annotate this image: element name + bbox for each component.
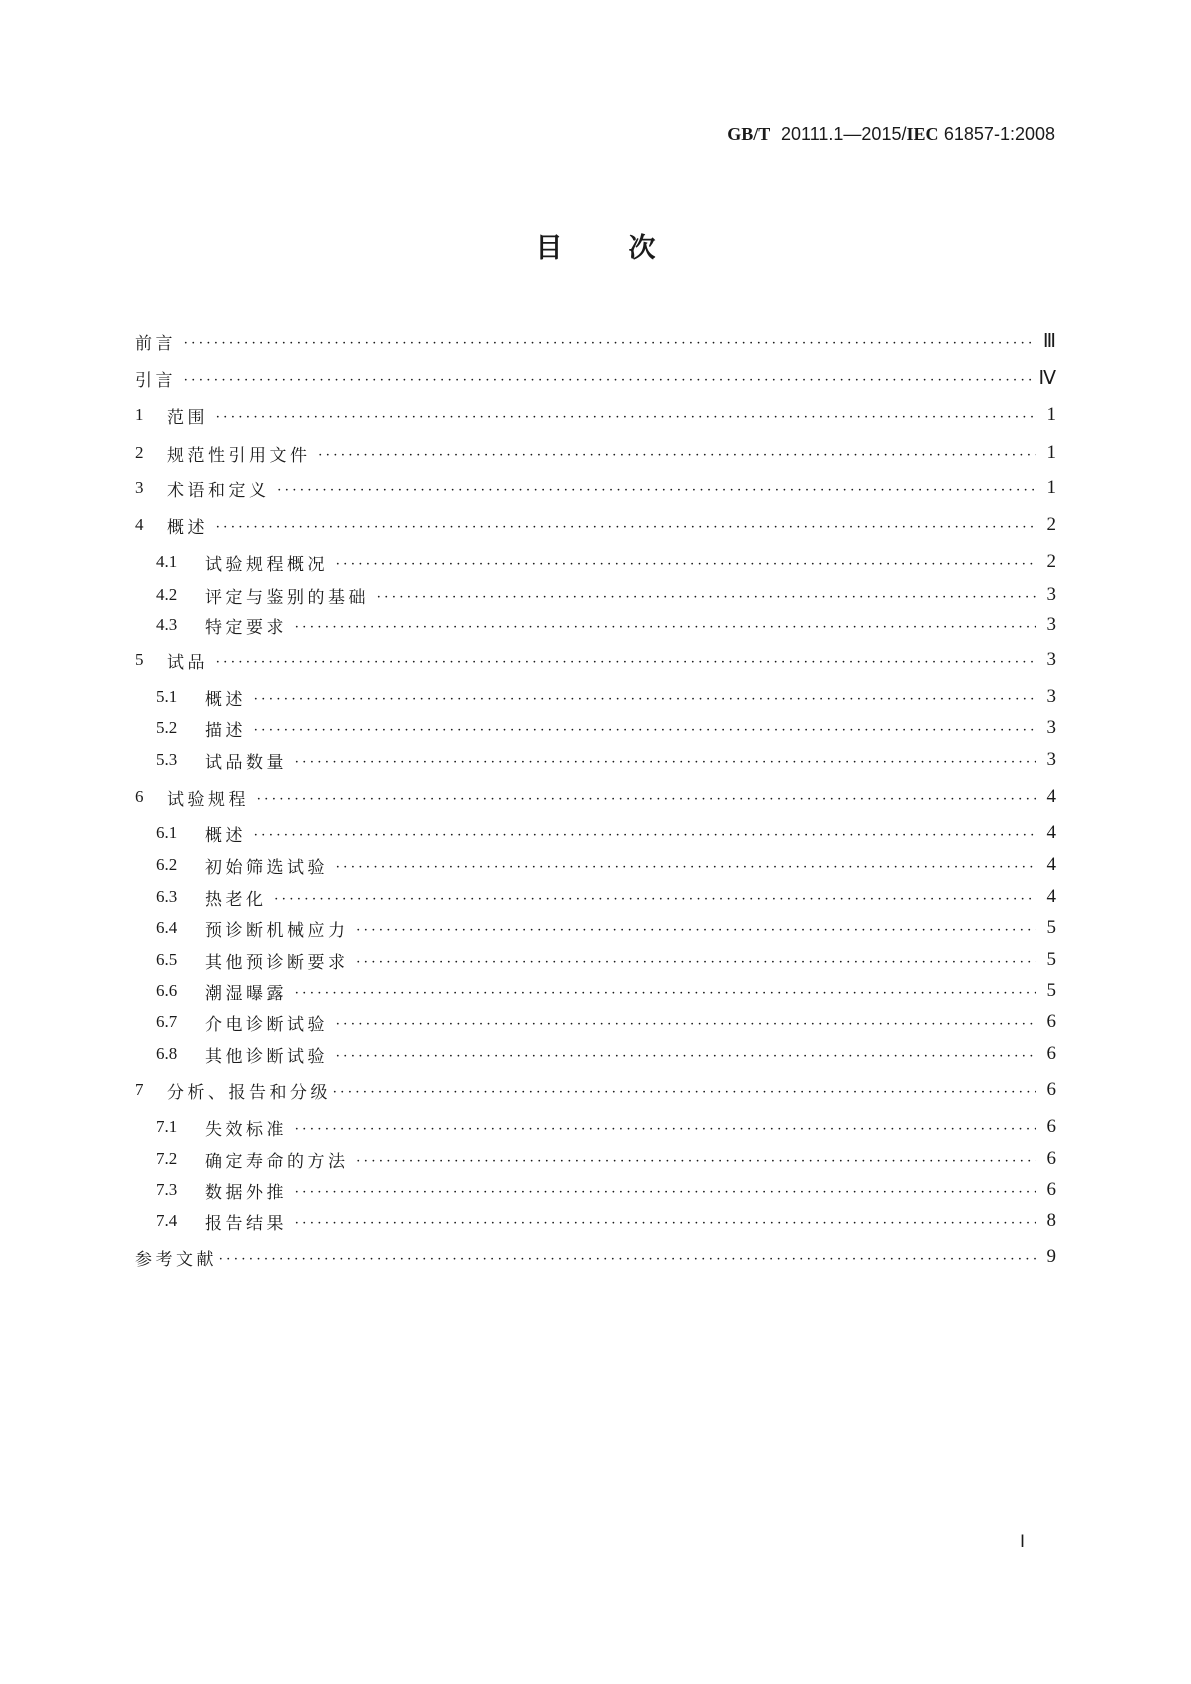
standard-number: 20111.1—2015/ <box>781 124 907 144</box>
toc-entry-page: 9 <box>1046 1246 1056 1267</box>
toc-entry-title: 范围 <box>167 407 208 428</box>
page-number-footer: Ⅰ <box>1020 1532 1026 1551</box>
toc-entry-page: 4 <box>1046 822 1056 843</box>
toc-entry[interactable] <box>156 583 1056 607</box>
toc-entry[interactable] <box>135 329 1056 353</box>
toc-entry-page: 6 <box>1046 1079 1056 1100</box>
toc-entry[interactable] <box>135 648 1056 672</box>
toc-entry[interactable] <box>135 785 1056 809</box>
toc-entry-page: Ⅲ <box>1042 330 1056 352</box>
toc-entry-page: 4 <box>1046 886 1056 907</box>
toc-entry-title: 试验规程 <box>167 789 249 810</box>
toc-entry[interactable] <box>156 716 1056 740</box>
toc-entry-page: 5 <box>1046 980 1056 1001</box>
toc-entry-page: 6 <box>1046 1148 1056 1169</box>
toc-entry[interactable] <box>156 1042 1056 1066</box>
toc-entry[interactable] <box>156 1010 1056 1034</box>
toc-entry[interactable] <box>135 476 1056 500</box>
toc-entry-page: 8 <box>1046 1210 1056 1231</box>
toc-entry-title: 潮湿曝露 <box>205 983 287 1004</box>
dot-leader <box>184 366 1032 390</box>
toc-entry[interactable] <box>156 748 1056 772</box>
toc-entry-page: 5 <box>1046 917 1056 938</box>
dot-leader <box>254 716 1036 740</box>
toc-entry-title: 引言 <box>135 370 176 391</box>
toc-entry-title: 介电诊断试验 <box>205 1014 328 1035</box>
dot-leader <box>336 853 1036 877</box>
toc-entry-title: 确定寿命的方法 <box>205 1151 349 1172</box>
toc-entry-title: 前言 <box>135 333 176 354</box>
toc-entry-number: 3 <box>135 478 144 497</box>
toc-entry-number: 6.5 <box>156 950 178 969</box>
toc-entry-page: 4 <box>1046 854 1056 875</box>
dot-leader <box>184 329 1036 353</box>
toc-entry-page: 3 <box>1046 614 1056 635</box>
toc-entry-number: 7 <box>135 1080 144 1099</box>
toc-entry-number: 6.8 <box>156 1044 178 1063</box>
toc-entry[interactable] <box>135 1078 1056 1102</box>
dot-leader <box>336 1010 1036 1034</box>
dot-leader <box>216 513 1036 537</box>
dot-leader <box>377 583 1036 607</box>
toc-entry[interactable] <box>156 916 1056 940</box>
toc-entry-title: 试品数量 <box>205 752 287 773</box>
toc-entry-page: 3 <box>1046 749 1056 770</box>
toc-entry-title: 数据外推 <box>205 1182 287 1203</box>
toc-entry-number: 2 <box>135 443 144 462</box>
dot-leader <box>295 1209 1036 1233</box>
dot-leader <box>295 1178 1036 1202</box>
toc-entry-title: 概述 <box>205 825 246 846</box>
toc-entry-number: 4.2 <box>156 585 178 604</box>
toc-entry-page: 6 <box>1046 1011 1056 1032</box>
toc-entry-number: 6 <box>135 787 144 806</box>
toc-entry-title: 初始筛选试验 <box>205 857 328 878</box>
toc-entry-title: 概述 <box>167 517 208 538</box>
toc-entry-title: 失效标准 <box>205 1119 287 1140</box>
toc-entry-number: 6.6 <box>156 981 178 1000</box>
toc-entry-page: 5 <box>1046 949 1056 970</box>
toc-entry[interactable] <box>156 1147 1056 1171</box>
toc-entry[interactable] <box>135 366 1056 390</box>
toc-entry-title: 热老化 <box>205 889 267 910</box>
toc-entry-number: 5.1 <box>156 687 178 706</box>
toc-entry-page: 3 <box>1046 649 1056 670</box>
dot-leader <box>336 550 1036 574</box>
toc-entry-number: 7.4 <box>156 1211 178 1230</box>
toc-entry-page: Ⅳ <box>1038 367 1056 389</box>
iec-number: 61857-1:2008 <box>943 124 1055 144</box>
toc-entry-number: 4 <box>135 515 144 534</box>
dot-leader <box>295 979 1036 1003</box>
toc-entry-page: 1 <box>1046 477 1056 498</box>
toc-entry-title: 评定与鉴别的基础 <box>205 587 369 608</box>
dot-leader <box>295 613 1036 637</box>
dot-leader <box>278 476 1037 500</box>
toc-entry-page: 2 <box>1046 514 1056 535</box>
iec-prefix: IEC <box>906 124 939 144</box>
toc-entry-number: 6.7 <box>156 1012 178 1031</box>
toc-entry-number: 6.2 <box>156 855 178 874</box>
toc-entry-number: 6.3 <box>156 887 178 906</box>
dot-leader <box>357 916 1037 940</box>
dot-leader <box>333 1078 1036 1102</box>
toc-entry-title: 描述 <box>205 720 246 741</box>
toc-entry-number: 4.1 <box>156 552 178 571</box>
toc-entry[interactable] <box>156 613 1056 637</box>
toc-entry[interactable] <box>156 821 1056 845</box>
dot-leader <box>357 948 1037 972</box>
dot-leader <box>257 785 1036 809</box>
dot-leader <box>275 885 1037 909</box>
toc-entry-title: 报告结果 <box>205 1213 287 1234</box>
toc-entry-title: 概述 <box>205 689 246 710</box>
toc-entry-page: 6 <box>1046 1116 1056 1137</box>
toc-entry-page: 1 <box>1046 404 1056 425</box>
toc-entry-title: 参考文献 <box>135 1249 217 1270</box>
toc-entry-number: 5.3 <box>156 750 178 769</box>
toc-entry-page: 1 <box>1046 442 1056 463</box>
dot-leader <box>216 403 1036 427</box>
toc-entry-title: 预诊断机械应力 <box>205 920 349 941</box>
standard-prefix: GB/T <box>727 124 771 144</box>
dot-leader <box>295 748 1036 772</box>
toc-entry-title: 术语和定义 <box>167 480 270 501</box>
dot-leader <box>336 1042 1036 1066</box>
dot-leader <box>295 1115 1036 1139</box>
toc-entry-number: 7.1 <box>156 1117 178 1136</box>
toc-entry[interactable] <box>135 403 1056 427</box>
toc-entry-page: 3 <box>1046 584 1056 605</box>
toc-entry[interactable] <box>156 948 1056 972</box>
toc-entry[interactable] <box>156 685 1056 709</box>
toc-entry-page: 3 <box>1046 717 1056 738</box>
toc-entry-title: 试验规程概况 <box>205 554 328 575</box>
toc-entry-page: 6 <box>1046 1179 1056 1200</box>
toc-entry-page: 4 <box>1046 786 1056 807</box>
toc-entry-number: 4.3 <box>156 615 178 634</box>
toc-entry[interactable] <box>135 1245 1056 1269</box>
toc-entry[interactable] <box>156 1178 1056 1202</box>
toc-entry-number: 5 <box>135 650 144 669</box>
document-header <box>727 124 1055 145</box>
toc-entry[interactable] <box>135 513 1056 537</box>
toc-entry[interactable] <box>156 1209 1056 1233</box>
toc-entry-title: 其他诊断试验 <box>205 1046 328 1067</box>
toc-entry-number: 6.1 <box>156 823 178 842</box>
dot-leader <box>319 441 1037 465</box>
page-title: 目次 <box>535 233 722 264</box>
toc-entry-title: 规范性引用文件 <box>167 445 311 466</box>
toc-entry-title: 试品 <box>167 652 208 673</box>
toc-entry-number: 6.4 <box>156 918 178 937</box>
toc-entry-title: 分析、报告和分级 <box>167 1082 331 1103</box>
toc-entry[interactable] <box>156 853 1056 877</box>
toc-entry[interactable] <box>135 441 1056 465</box>
toc-entry-number: 5.2 <box>156 718 178 737</box>
toc-entry[interactable] <box>156 550 1056 574</box>
toc-entry-number: 7.3 <box>156 1180 178 1199</box>
toc-entry-title: 其他预诊断要求 <box>205 952 349 973</box>
toc-entry-page: 2 <box>1046 551 1056 572</box>
dot-leader <box>216 648 1036 672</box>
dot-leader <box>254 821 1036 845</box>
toc-entry-page: 6 <box>1046 1043 1056 1064</box>
dot-leader <box>357 1147 1037 1171</box>
toc-entry-number: 1 <box>135 405 144 424</box>
toc-entry[interactable] <box>156 885 1056 909</box>
toc-entry-title: 特定要求 <box>205 617 287 638</box>
toc-entry-page: 3 <box>1046 686 1056 707</box>
toc-entry[interactable] <box>156 1115 1056 1139</box>
dot-leader <box>219 1245 1036 1269</box>
toc-entry[interactable] <box>156 979 1056 1003</box>
dot-leader <box>254 685 1036 709</box>
toc-entry-number: 7.2 <box>156 1149 178 1168</box>
